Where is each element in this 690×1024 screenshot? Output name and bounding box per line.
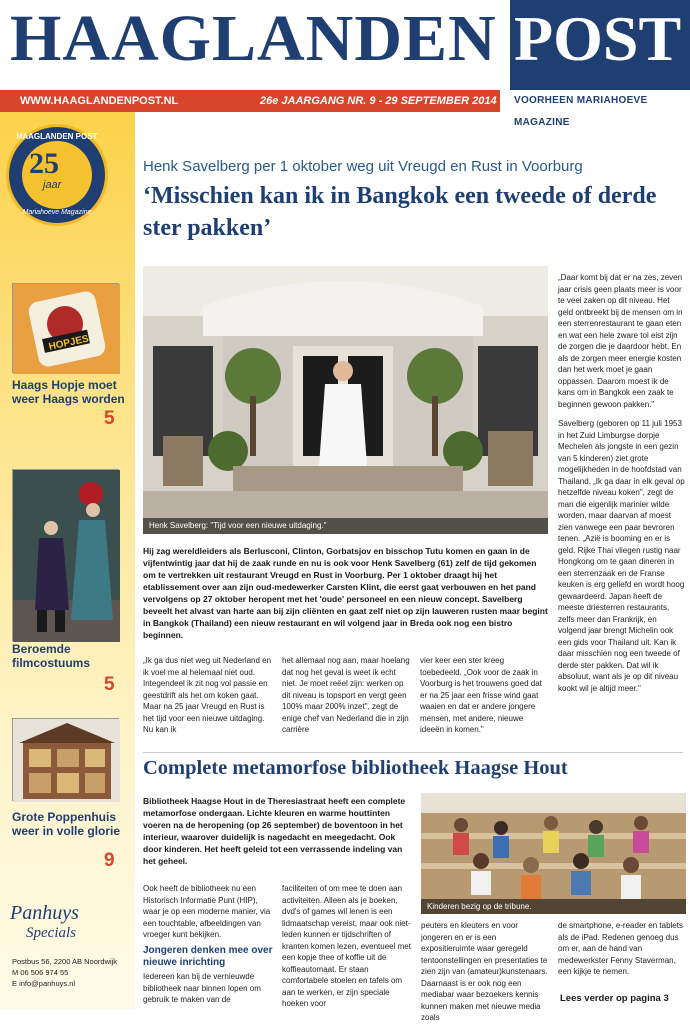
- masthead-title: HAAGLANDEN: [10, 2, 497, 75]
- sidebar-headline-3[interactable]: Grote Poppenhuis weer in volle glorie: [12, 810, 121, 838]
- article-headline[interactable]: ‘Misschien kan ik in Bangkok een tweede of derde ster pakken’: [143, 183, 657, 241]
- article-right-column: [558, 272, 686, 694]
- ad-address: Postbus 56, 2200 AB Noordwijk: [12, 957, 118, 966]
- article2-col-3: peuters en kleuters en voor jongeren en er is een expositieruimte waar geregeld tentoonstellingen en presentaties te zien zijn van (amateur)kunstenaars. Daarnaast is er ook nog een mediabar waar bezoekers kennis kunnen maken met nieuwe media zoals: [421, 921, 548, 1022]
- costumes-image[interactable]: [12, 469, 119, 641]
- article-col-2: het allemaal nog aan, maar hoelang dat nog het geval is weet ik echt niet. Je moet reëel zijn: werken op dit niveau is topsport en vergt geen 100% maar 200% inzet", zegt de enige chef van Nederland die in zijn carrière: [282, 656, 410, 734]
- masthead: [0, 0, 690, 128]
- website-link[interactable]: WWW.HAAGLANDENPOST.NL: [20, 95, 179, 107]
- article-right-para-1: „Daar komt bij dat er na zes, zeven jaar crisis geen plaats meer is voor te veel zaken op dit niveau. Het geld ontbreekt bij de mensen om in een sterrenrestaurant te gaan eten en wat een hele zware tol eist zijn de zorgen die je daardoor hebt. En als de zorgen meer energie kosten dan het werk moet je gaan oppassen. Daarom moest ik de kans om in Bangkok een zaak te beginnen gewoon pakken.": [558, 273, 683, 409]
- article2-col-2: faciliteiten of om mee te doen aan activiteiten. Alleen als je boeken, dvd's of games wil lenen is een lidmaatschap vereist, maar ook niet-leden kunnen er tijdschriften of kranten komen lezen, eventueel met een kopje thee of koffie uit de koffieautomaat. Er staan comfortabele stoelen en tafels om aan te werken, er zijn speciale hoeken voor: [282, 884, 411, 1008]
- article-lead: Hij zag wereldleiders als Berlusconi, Clinton, Gorbatsjov en bisschop Tutu komen en gaan in de vijfentwintig jaar dat hij de zaak runde en nu is ook voor Henk Savelberg (61) zelf de tijd gekomen om te vertrekken uit restaurant Vreugd en Rust in Voorburg. Per 1 oktober draagt hij het etablissement over aan zijn oud-medewerker Carsten Klint, die eerst gaat verbouwen en het pand vervolgens op 27 oktober heropent met het 'oude' personeel en een nieuw concept. Savelberg beveelt het alvast van harte aan bij zijn cliënten en gaat zelf niet op zijn lauweren rusten maar begint in Bangkok (Thailand) een nieuw restaurant en wil volgend jaar in Breda ook nog een bistro beginnen.: [143, 546, 548, 640]
- masthead-title-post: POST: [510, 0, 690, 90]
- article2-col-1: Ook heeft de bibliotheek nu een Historisch Informatie Punt (HIP), waar je op een moderne manier, via een touchtable, afbeeldingen van vroeger kunt bekijken.: [143, 884, 271, 939]
- sidebar: [0, 112, 135, 1009]
- ad-mobile: M 06 506 974 55: [12, 968, 69, 977]
- hopjes-image[interactable]: [12, 283, 119, 373]
- sidebar-page-3: 9: [104, 850, 115, 871]
- sidebar-headline-1[interactable]: Haags Hopje moet weer Haags worden: [12, 378, 125, 406]
- article-right-para-2: Savelberg (geboren op 11 juli 1953 in het Zuid Limburgse dorpje Mechelen als jongste in een gezin van 5 kinderen) ziet grote mogelijkheden in de hoofdstad van Thailand. „Ik ga daar in elk geval op hetzelfde niveau koken", zegt de man die eigenlijk marinier wilde worden, maar daarvan af moest zien vanwege een paar bevroren tenen. „Azië is booming en er is geld. Rijke Thai vliegen rustig naar Hongkong om te gaan dineren in een sterrenzaak en de Franse keuken is erg geliefd en wordt hoog gewaardeerd. Japan heeft de meeste driesterren restaurants, zelfs meer dan Frankrijk, en volgend jaar brengt Michelin ook een gids voor Thailand uit. Kan ik daar misschien nog een tweede of derde ster pakken. Dat wil ik absoluut, want als je op dit niveau kookt wil je altijd meer.": [558, 419, 685, 693]
- article2-subhead: Jongeren denken mee over nieuwe inrichting: [143, 945, 273, 968]
- masthead-bar: [0, 90, 500, 112]
- read-more-link[interactable]: Lees verder op pagina 3: [560, 993, 669, 1004]
- issue-info: 26e JAARGANG NR. 9 - 29 SEPTEMBER 2014: [260, 95, 497, 107]
- article-kicker: Henk Savelberg per 1 oktober weg uit Vreugd en Rust in Voorburg: [143, 158, 583, 175]
- sidebar-headline-2[interactable]: Beroemde filmcostuums: [12, 642, 91, 670]
- badge-number: 25: [29, 147, 59, 180]
- ad-email[interactable]: E info@panhuys.nl: [12, 979, 76, 988]
- library-photo-caption: Kinderen bezig op de tribune.: [421, 899, 686, 914]
- panhuys-logo-sub: Specials: [26, 925, 76, 941]
- sidebar-page-2: 5: [104, 674, 115, 695]
- masthead-subtitle: VOORHEEN MARIAHOEVE MAGAZINE: [514, 95, 648, 128]
- article2-lead: Bibliotheek Haagse Hout in de Theresiastraat heeft een complete metamorfose ondergaan. Lichte kleuren en warme houttinten voeren na de heropening (op 26 september) de boventoon in het interieur, waarover duidelijk is nagedacht en meegedacht. Ook door kinderen. Het heeft geleid tot een verrassende indeling van het geheel.: [143, 796, 406, 866]
- badge-jaar: jaar: [43, 179, 62, 191]
- article2-col-4: de smartphone, e-reader en tablets als de iPad. Redenen genoeg dus om er, aan de hand van medewerkster Fenny Staverman, een kijkje te nemen.: [558, 921, 683, 976]
- article-col-1: „Ik ga dus niet weg uit Nederland en ik voel me al helemaal niet oud. Integendeel ik zit nog vol passie en geestdrift als het om koken gaat. Maar na 25 jaar Vreugd en Rust is het tijd voor een nieuwe uitdaging. Nu kan ik: [143, 656, 272, 734]
- library-photo[interactable]: [421, 793, 686, 914]
- sidebar-page-1: 5: [104, 408, 115, 429]
- article-col-3: vier keer een ster kreeg toebedeeld. „Ook voor de zaak in Voorburg is het trouwens goed dat er na 25 jaar een frisse wind gaat waaien en dat er andere jongere mensen, met andere, nieuwe ideeën in komen.": [420, 656, 542, 734]
- photo-caption: Henk Savelberg: "Tijd voor een nieuwe uitdaging.": [143, 518, 548, 534]
- anniversary-badge: [6, 124, 108, 226]
- article2-col-1b: Iedereen kan bij de vernieuwde bibliotheek naar binnen lopen om gebruik te maken van de: [143, 972, 261, 1004]
- panhuys-logo: Panhuys: [10, 902, 79, 924]
- badge-top-text: HAAGLANDEN POST: [16, 132, 98, 141]
- badge-bottom-text: Mariahoeve Magazine: [22, 209, 92, 216]
- restaurant-photo[interactable]: [143, 266, 548, 534]
- divider: [143, 752, 683, 753]
- hopjes-label: HOPJES: [47, 333, 90, 353]
- article2-headline[interactable]: Complete metamorfose bibliotheek Haagse Hout: [143, 757, 568, 779]
- ad-contact: [12, 956, 117, 989]
- dollhouse-image[interactable]: [12, 718, 119, 801]
